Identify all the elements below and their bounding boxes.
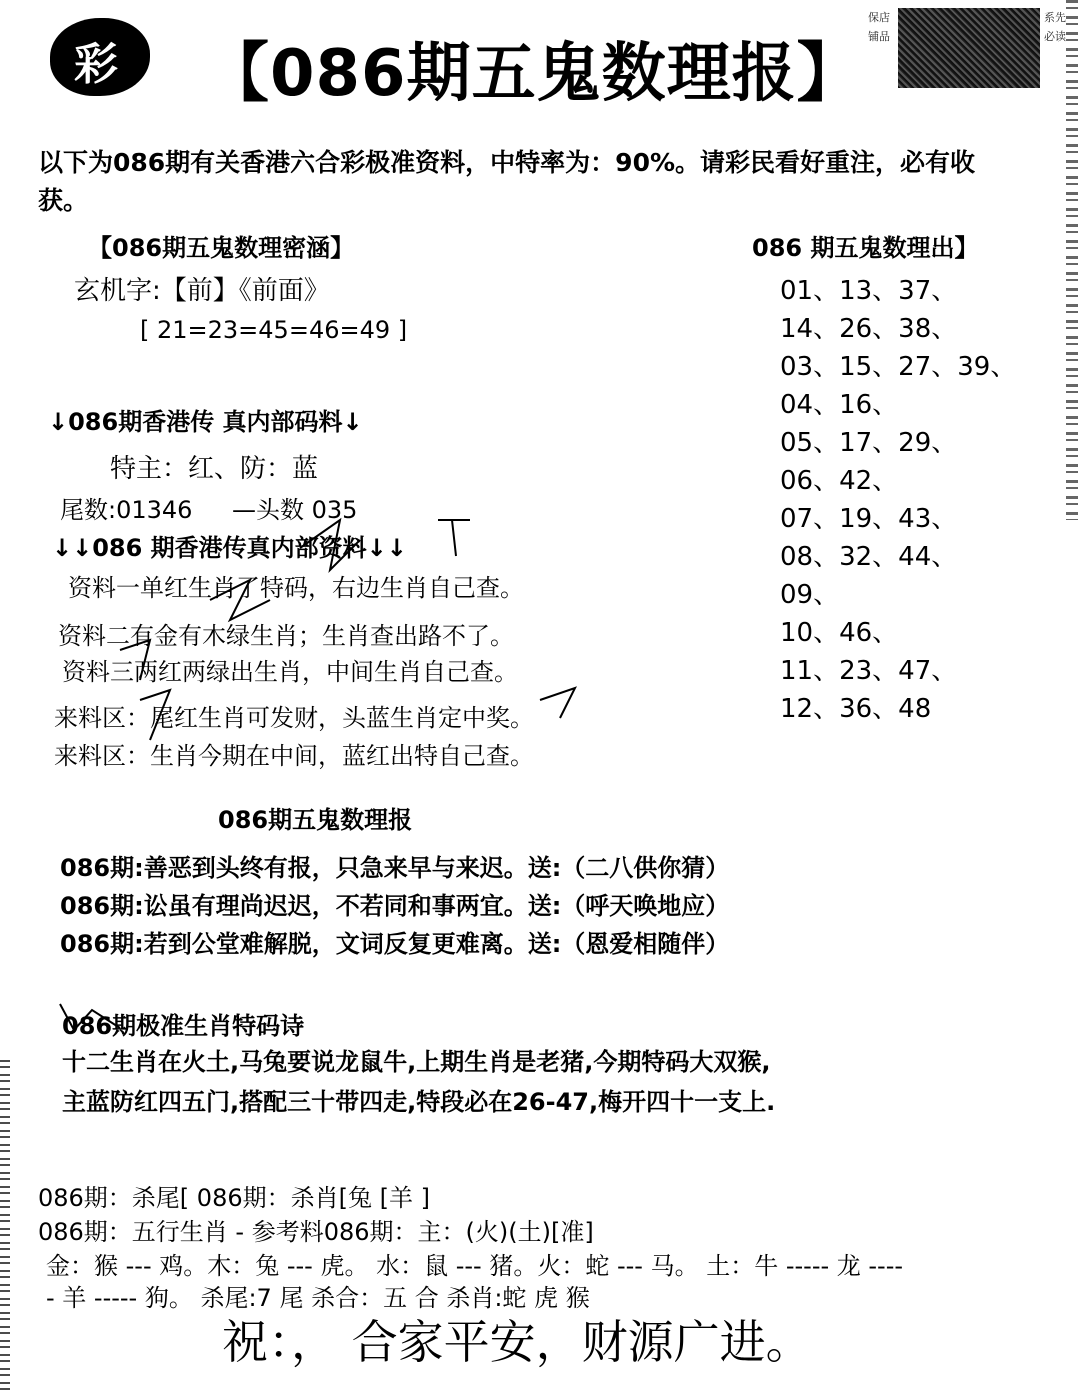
bao-line: 086期:善恶到头终有报，只急来早与来迟。送:（二八供你猜） — [60, 854, 730, 882]
list-item: 12、36、48 — [780, 694, 932, 724]
toushu-line: —头数 035 — [232, 496, 358, 524]
hk-material-heading: ↓↓086 期香港传真内部资料↓↓ — [52, 534, 407, 562]
poem-heading: 086期极准生肖特码诗 — [62, 1012, 305, 1040]
scribble-stroke — [140, 690, 170, 740]
list-item: 06、42、 — [780, 466, 899, 496]
xuanji-line: 玄机字:【前】《前面》 — [74, 276, 330, 306]
list-item: 14、26、38、 — [780, 314, 958, 344]
bottom-line-3: 金：猴 --- 鸡。木：兔 --- 虎。 水：鼠 --- 猪。火：蛇 --- 马。 土：牛 ----- 龙 ---- — [46, 1252, 904, 1280]
bao-line: 086期:讼虽有理尚迟迟，不若同和事两宜。送:（呼天唤地应） — [60, 892, 730, 920]
intro-line-2: 获。 — [38, 186, 89, 215]
poem-line: 十二生肖在火土,马兔要说龙鼠牛,上期生肖是老猪,今期特码大双猴, — [62, 1048, 771, 1076]
bottom-line-4: - 羊 ----- 狗。 杀尾:7 尾 杀合：五 合 杀肖:蛇 虎 猴 — [46, 1284, 590, 1312]
scribble-stroke — [300, 520, 360, 570]
scribble-stroke — [120, 640, 150, 680]
weishu-line: 尾数:01346 — [60, 496, 193, 524]
list-item: 09、 — [780, 580, 840, 610]
list-item: 10、46、 — [780, 618, 899, 648]
bao-heading: 086期五鬼数理报 — [218, 806, 413, 834]
secret-numbers: [ 21=23=45=46=49 ] — [140, 316, 408, 344]
list-item: 04、16、 — [780, 390, 899, 420]
hk-inside-heading: ↓086期香港传 真内部码料↓ — [48, 408, 363, 436]
tezhu-line: 特主：红、防：蓝 — [110, 454, 319, 484]
bao-line: 086期:若到公堂难解脱，文词反复更难离。送:（恩爱相随伴） — [60, 930, 730, 958]
material-line: 资料二有金有木绿生肖；生肖查出路不了。 — [58, 622, 514, 650]
poem-line: 主蓝防红四五门,搭配三十带四走,特段必在26-47,梅开四十一支上. — [62, 1088, 776, 1116]
scribble-stroke — [540, 688, 575, 718]
list-item: 03、15、27、39、 — [780, 352, 1017, 382]
list-item: 08、32、44、 — [780, 542, 958, 572]
blessing-line: 祝：， 合家平安，财源广进。 — [222, 1315, 812, 1369]
list-item: 05、17、29、 — [780, 428, 958, 458]
list-item: 01、13、37、 — [780, 276, 958, 306]
bottom-line-1: 086期：杀尾[ 086期：杀肖[兔 [羊 ] — [38, 1184, 430, 1212]
material-line: 资料一单红生肖了特码，右边生肖自己查。 — [68, 574, 524, 602]
scribble-stroke — [210, 580, 270, 620]
bottom-line-2: 086期：五行生肖 - 参考料086期：主：(火)(土)[准] — [38, 1218, 594, 1246]
scribble-stroke — [60, 1004, 120, 1030]
list-item: 07、19、43、 — [780, 504, 958, 534]
list-item: 11、23、47、 — [780, 656, 958, 686]
page-title: 【086期五鬼数理报】 — [205, 37, 862, 111]
intro-line-1: 以下为086期有关香港六合彩极准资料，中特率为：90%。请彩民看好重注，必有收 — [38, 148, 976, 177]
scribble-stroke — [438, 520, 470, 556]
right-list-heading: 086 期五鬼数理出】 — [752, 234, 979, 262]
seal-right-text: 系先必读 — [1044, 11, 1066, 43]
logo-text: 彩 — [74, 39, 118, 90]
material-line: 来料区：生肖今期在中间，蓝红出特自己查。 — [54, 742, 534, 770]
material-line: 资料三两红两绿出生肖，中间生肖自己查。 — [62, 658, 518, 686]
seal-left-text: 保店铺品 — [868, 11, 890, 43]
secret-heading: 【086期五鬼数理密涵】 — [88, 234, 355, 262]
material-line: 来料区：尾红生肖可发财，头蓝生肖定中奖。 — [54, 704, 534, 732]
